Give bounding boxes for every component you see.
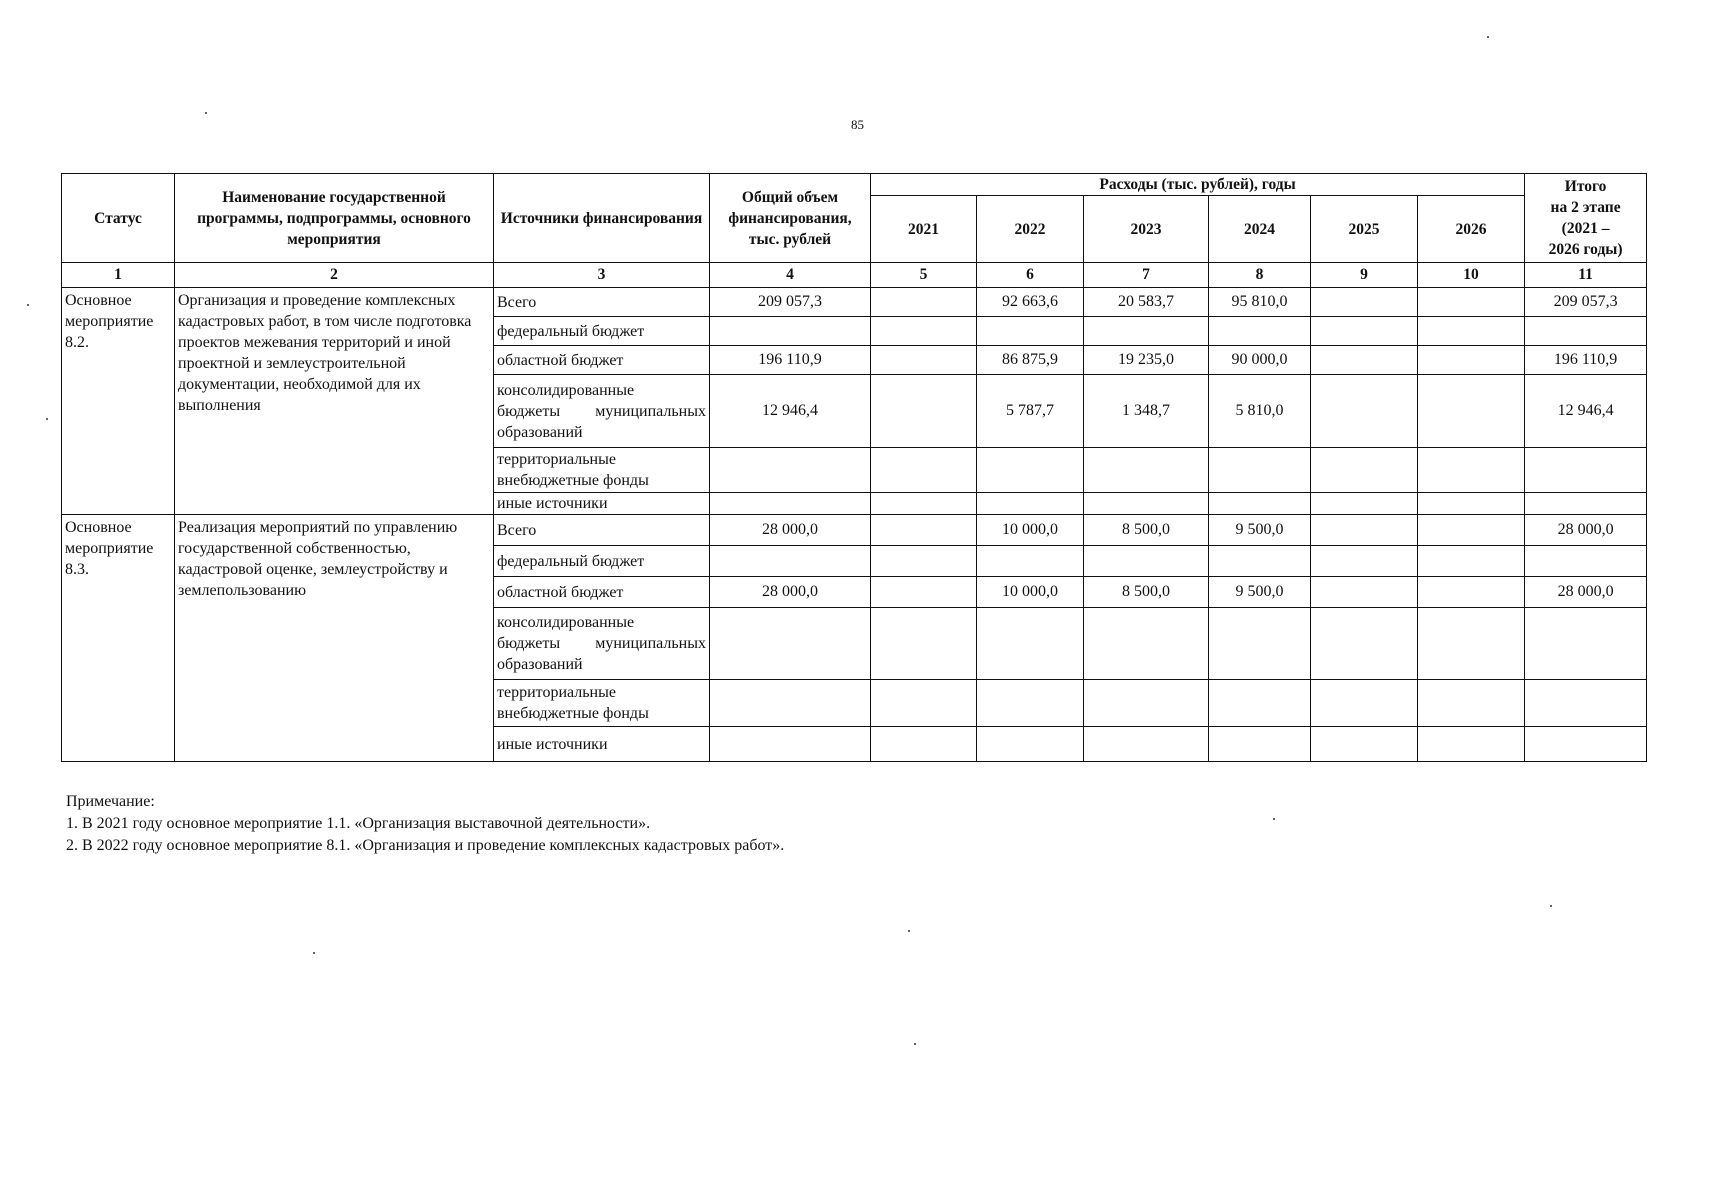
header-total-volume: Общий объем финансирования, тыс. рублей — [710, 174, 871, 263]
year-value-cell — [977, 727, 1084, 762]
year-value-cell — [1311, 608, 1418, 680]
year-value-cell: 9 500,0 — [1209, 577, 1311, 608]
notes — [66, 791, 784, 857]
status-cell: Основное мероприятие 8.2. — [62, 288, 175, 515]
source-cell: Всего — [494, 515, 710, 546]
source-line: образований — [497, 423, 583, 441]
header-sources: Источники финансирования — [494, 174, 710, 263]
year-value-cell — [1209, 546, 1311, 577]
total-volume-cell — [710, 448, 871, 493]
source-line: бюджеты муниципальных — [497, 402, 706, 420]
year-value-cell — [1311, 288, 1418, 317]
source-cell — [494, 608, 710, 680]
total-volume-cell — [710, 680, 871, 727]
total-volume-cell — [710, 546, 871, 577]
scan-speck — [205, 112, 207, 114]
year-value-cell: 9 500,0 — [1209, 515, 1311, 546]
total-volume-cell — [710, 493, 871, 515]
year-value-cell — [1311, 680, 1418, 727]
index-cell: 1 — [62, 263, 175, 288]
source-cell — [494, 680, 710, 727]
year-value-cell: 10 000,0 — [977, 577, 1084, 608]
total-volume-cell: 12 946,4 — [710, 375, 871, 448]
year-value-cell — [1418, 448, 1525, 493]
stage-total-cell — [1525, 680, 1647, 727]
year-value-cell — [1418, 317, 1525, 346]
stage-total-cell: 28 000,0 — [1525, 515, 1647, 546]
year-value-cell — [1209, 680, 1311, 727]
total-volume-cell — [710, 608, 871, 680]
scan-speck — [1550, 905, 1552, 907]
year-value-cell — [871, 577, 977, 608]
year-value-cell — [1418, 288, 1525, 317]
year-value-cell — [1418, 680, 1525, 727]
stage-total-cell — [1525, 546, 1647, 577]
year-value-cell — [1084, 448, 1209, 493]
scan-speck — [1487, 36, 1489, 38]
header-year: 2024 — [1209, 196, 1311, 263]
year-value-cell: 20 583,7 — [1084, 288, 1209, 317]
stage-total-cell — [1525, 727, 1647, 762]
total-volume-cell — [710, 727, 871, 762]
year-value-cell — [1311, 727, 1418, 762]
year-value-cell: 86 875,9 — [977, 346, 1084, 375]
header-status: Статус — [62, 174, 175, 263]
total-volume-cell — [710, 317, 871, 346]
index-cell: 10 — [1418, 263, 1525, 288]
year-value-cell — [1311, 317, 1418, 346]
scan-speck — [313, 952, 315, 954]
header-stage-total-line: Итого — [1564, 178, 1607, 195]
status-cell: Основное мероприятие 8.3. — [62, 515, 175, 762]
year-value-cell: 19 235,0 — [1084, 346, 1209, 375]
year-value-cell: 92 663,6 — [977, 288, 1084, 317]
year-value-cell — [977, 546, 1084, 577]
activity-title-cell: Организация и проведение комплексных кадастровых работ, в том числе подготовка проектов межевания территорий и иной проектной и землеустроительной документации, необходимой для их выполнения — [175, 288, 494, 515]
index-cell: 6 — [977, 263, 1084, 288]
stage-total-cell: 209 057,3 — [1525, 288, 1647, 317]
year-value-cell — [871, 608, 977, 680]
source-cell — [494, 448, 710, 493]
year-value-cell — [1311, 493, 1418, 515]
table-row — [62, 288, 1647, 317]
header-year: 2021 — [871, 196, 977, 263]
source-cell: областной бюджет — [494, 577, 710, 608]
year-value-cell — [977, 448, 1084, 493]
year-value-cell — [1209, 448, 1311, 493]
year-value-cell — [1209, 727, 1311, 762]
year-value-cell: 8 500,0 — [1084, 515, 1209, 546]
year-value-cell — [1311, 346, 1418, 375]
stage-total-cell — [1525, 608, 1647, 680]
note-item: 2. В 2022 году основное мероприятие 8.1. «Организация и проведение комплексных кадастровых работ». — [66, 837, 785, 854]
source-line: внебюджетные фонды — [497, 705, 649, 722]
year-value-cell — [1084, 317, 1209, 346]
scan-speck — [908, 930, 910, 932]
year-value-cell — [871, 346, 977, 375]
source-cell: федеральный бюджет — [494, 317, 710, 346]
year-value-cell — [1311, 375, 1418, 448]
index-cell: 11 — [1525, 263, 1647, 288]
stage-total-cell: 12 946,4 — [1525, 375, 1647, 448]
activity-title-cell: Реализация мероприятий по управлению государственной собственностью, кадастровой оценке, землеустройству и землепользованию — [175, 515, 494, 762]
source-cell: иные источники — [494, 727, 710, 762]
index-row — [62, 263, 1647, 288]
stage-total-cell: 196 110,9 — [1525, 346, 1647, 375]
total-volume-cell: 28 000,0 — [710, 577, 871, 608]
year-value-cell — [1084, 546, 1209, 577]
year-value-cell — [871, 493, 977, 515]
source-line: консолидированные — [497, 381, 635, 399]
index-cell: 4 — [710, 263, 871, 288]
year-value-cell: 1 348,7 — [1084, 375, 1209, 448]
total-volume-cell: 196 110,9 — [710, 346, 871, 375]
year-value-cell — [1418, 515, 1525, 546]
note-item: 1. В 2021 году основное мероприятие 1.1. «Организация выставочной деятельности». — [66, 815, 651, 832]
scan-speck — [1273, 818, 1275, 820]
year-value-cell — [977, 317, 1084, 346]
index-cell: 3 — [494, 263, 710, 288]
header-year: 2025 — [1311, 196, 1418, 263]
year-value-cell — [871, 288, 977, 317]
year-value-cell — [1418, 727, 1525, 762]
year-value-cell — [1311, 448, 1418, 493]
source-line: образований — [497, 656, 583, 673]
year-value-cell — [977, 608, 1084, 680]
year-value-cell — [871, 448, 977, 493]
total-volume-cell: 28 000,0 — [710, 515, 871, 546]
stage-total-cell — [1525, 317, 1647, 346]
year-value-cell: 5 787,7 — [977, 375, 1084, 448]
header-stage-total-line: (2021 – — [1561, 220, 1610, 237]
year-value-cell — [1418, 608, 1525, 680]
header-stage-total — [1525, 174, 1647, 263]
year-value-cell: 5 810,0 — [1209, 375, 1311, 448]
year-value-cell: 90 000,0 — [1209, 346, 1311, 375]
year-value-cell — [1418, 493, 1525, 515]
year-value-cell — [871, 680, 977, 727]
year-value-cell — [1418, 577, 1525, 608]
year-value-cell — [1084, 608, 1209, 680]
source-cell: областной бюджет — [494, 346, 710, 375]
year-value-cell — [1084, 680, 1209, 727]
year-value-cell: 10 000,0 — [977, 515, 1084, 546]
year-value-cell — [1311, 515, 1418, 546]
source-cell: иные источники — [494, 493, 710, 515]
source-line: консолидированные — [497, 614, 635, 631]
header-expenses: Расходы (тыс. рублей), годы — [871, 174, 1525, 196]
header-stage-total-line: 2026 годы) — [1548, 241, 1623, 258]
index-cell: 8 — [1209, 263, 1311, 288]
table-row — [62, 515, 1647, 546]
index-cell: 2 — [175, 263, 494, 288]
source-line: территориальные — [497, 451, 616, 468]
year-value-cell — [977, 680, 1084, 727]
year-value-cell — [871, 375, 977, 448]
year-value-cell — [1084, 727, 1209, 762]
total-volume-cell: 209 057,3 — [710, 288, 871, 317]
source-line: территориальные — [497, 684, 616, 701]
year-value-cell — [1418, 546, 1525, 577]
year-value-cell — [1084, 493, 1209, 515]
year-value-cell: 8 500,0 — [1084, 577, 1209, 608]
year-value-cell — [1209, 317, 1311, 346]
year-value-cell — [871, 515, 977, 546]
page-number: 85 — [851, 117, 864, 132]
header-year: 2023 — [1084, 196, 1209, 263]
source-cell — [494, 375, 710, 448]
index-cell: 9 — [1311, 263, 1418, 288]
index-cell: 5 — [871, 263, 977, 288]
stage-total-cell — [1525, 448, 1647, 493]
year-value-cell — [871, 546, 977, 577]
source-line: внебюджетные фонды — [497, 472, 649, 489]
year-value-cell — [1209, 608, 1311, 680]
year-value-cell — [1311, 577, 1418, 608]
financing-table — [61, 173, 1647, 762]
year-value-cell — [1418, 346, 1525, 375]
header-year: 2026 — [1418, 196, 1525, 263]
year-value-cell — [1418, 375, 1525, 448]
header-year: 2022 — [977, 196, 1084, 263]
source-line: бюджеты муниципальных — [497, 635, 706, 652]
index-cell: 7 — [1084, 263, 1209, 288]
year-value-cell — [977, 493, 1084, 515]
scan-speck — [27, 304, 29, 306]
notes-heading: Примечание: — [66, 793, 155, 810]
header-stage-total-line: на 2 этапе — [1550, 199, 1621, 216]
year-value-cell — [871, 317, 977, 346]
year-value-cell — [871, 727, 977, 762]
stage-total-cell: 28 000,0 — [1525, 577, 1647, 608]
source-cell: Всего — [494, 288, 710, 317]
year-value-cell: 95 810,0 — [1209, 288, 1311, 317]
source-cell: федеральный бюджет — [494, 546, 710, 577]
year-value-cell — [1209, 493, 1311, 515]
year-value-cell — [1311, 546, 1418, 577]
scan-speck — [46, 418, 48, 420]
scan-speck — [914, 1043, 916, 1045]
table-body — [62, 263, 1647, 762]
stage-total-cell — [1525, 493, 1647, 515]
header-name: Наименование государственной программы, подпрограммы, основного мероприятия — [175, 174, 494, 263]
